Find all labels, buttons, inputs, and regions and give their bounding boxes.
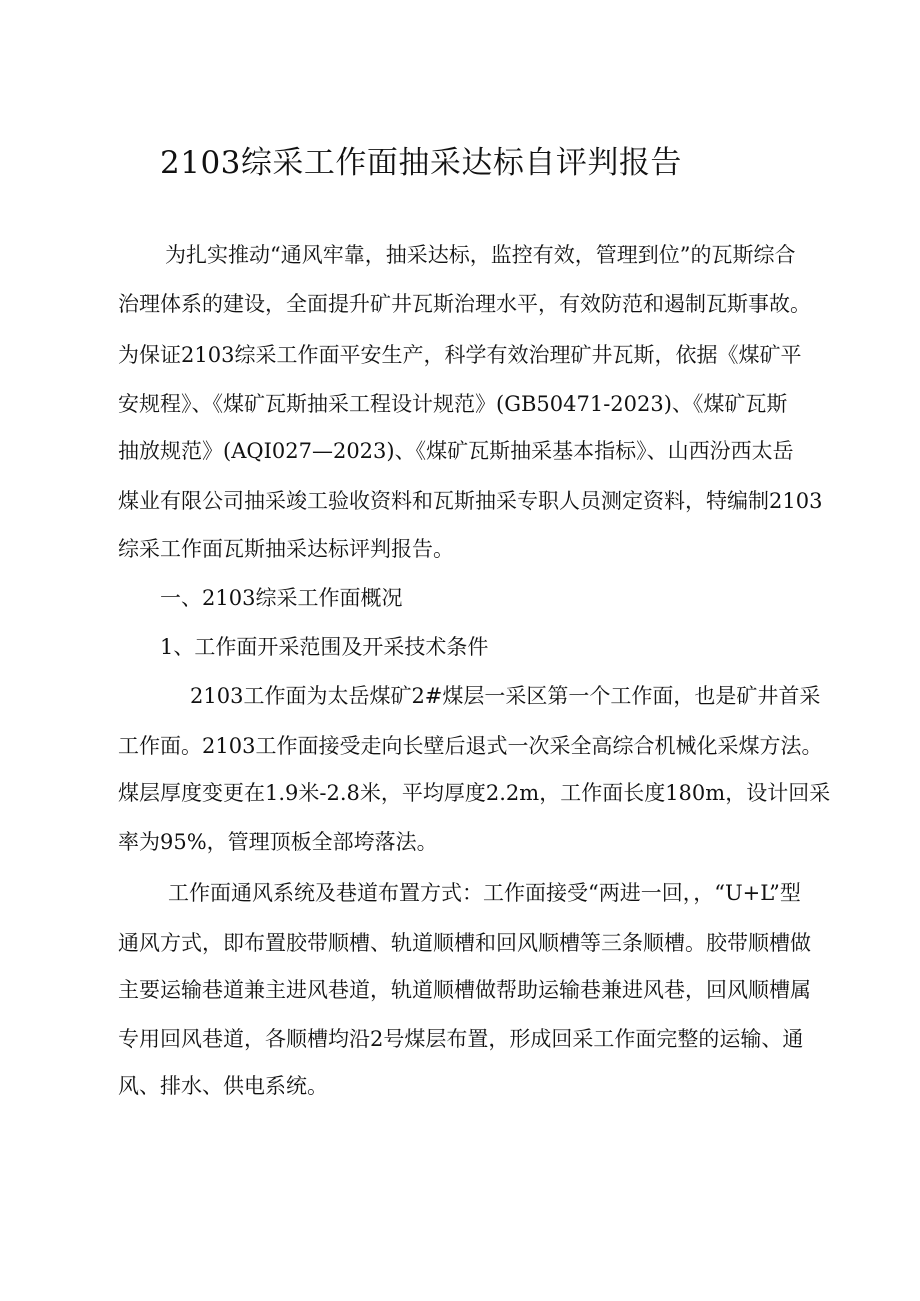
section-heading: 一、2103综采工作面概况 xyxy=(160,586,403,610)
intro-line-5: 抽放规范》(AQI027—2023)、《煤矿瓦斯抽采基本指标》、山西汾西太岳 xyxy=(118,439,794,463)
para2-line-3: 主要运输巷道兼主进风巷道，轨道顺槽做帮助运输巷兼进风巷，回风顺槽属 xyxy=(118,978,811,1002)
para2-line-4: 专用回风巷道，各顺槽均沿2号煤层布置，形成回采工作面完整的运输、通 xyxy=(118,1027,804,1051)
para2-line-1: 工作面通风系统及巷道布置方式：工作面接受“两进一回，，“U+L”型 xyxy=(168,881,801,905)
intro-line-1: 为扎实推动“通风牢靠，抽采达标，监控有效，管理到位”的瓦斯综合 xyxy=(165,243,796,267)
intro-line-7: 综采工作面瓦斯抽采达标评判报告。 xyxy=(118,537,454,561)
intro-line-2: 治理体系的建设，全面提升矿井瓦斯治理水平，有效防范和遏制瓦斯事故。 xyxy=(118,292,811,316)
para1-line-1: 2103工作面为太岳煤矿2#煤层一采区第一个工作面，也是矿井首采 xyxy=(190,684,821,708)
para2-line-2: 通风方式，即布置胶带顺槽、轨道顺槽和回风顺槽等三条顺槽。胶带顺槽做 xyxy=(118,931,811,955)
para1-line-2: 工作面。2103工作面接受走向长壁后退式一次采全高综合机械化采煤方法。 xyxy=(118,734,823,758)
para2-line-5: 风、排水、供电系统。 xyxy=(118,1074,328,1098)
intro-line-3: 为保证2103综采工作面平安生产，科学有效治理矿井瓦斯，依据《煤矿平 xyxy=(118,343,802,367)
intro-line-6: 煤业有限公司抽采竣工验收资料和瓦斯抽采专职人员测定资料，特编制2103 xyxy=(118,489,823,513)
para1-line-3: 煤层厚度变更在1.9米-2.8米，平均厚度2.2m，工作面长度180m，设计回采 xyxy=(118,781,831,805)
subsection-heading: 1、工作面开采范围及开采技术条件 xyxy=(160,635,489,659)
intro-line-4: 安规程》、《煤矿瓦斯抽采工程设计规范》(GB50471-2023)、《煤矿瓦斯 xyxy=(118,392,788,416)
para1-line-4: 率为95%，管理顶板全部垮落法。 xyxy=(118,830,438,854)
page-title: 2103综采工作面抽采达标自评判报告 xyxy=(160,145,682,181)
